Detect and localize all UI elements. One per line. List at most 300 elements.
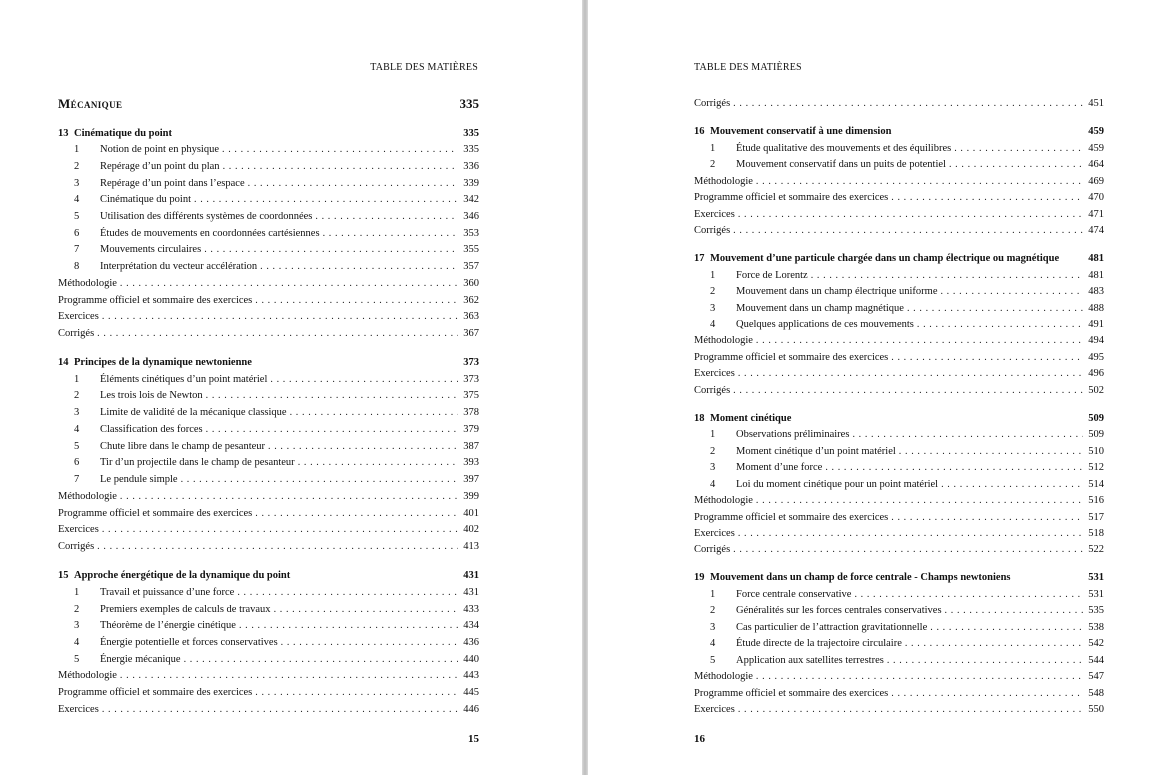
toc-entry-row — [694, 157, 1104, 173]
toc-number: 2 — [710, 286, 716, 297]
toc-page-number: 516 — [1088, 495, 1104, 506]
toc-page-number: 335 — [459, 96, 479, 111]
toc-entry-row — [58, 472, 479, 488]
dot-leader — [194, 192, 458, 208]
toc-number: 5 — [74, 441, 80, 452]
dot-leader — [907, 301, 1083, 317]
toc-entry-row — [694, 301, 1104, 317]
toc-title: Classification des forces — [100, 424, 203, 435]
toc-page-number: 481 — [1088, 253, 1104, 264]
toc-title: Cinématique du point — [74, 128, 173, 139]
toc-entry-row — [58, 192, 479, 208]
dot-leader — [223, 159, 458, 175]
toc-title: Mécanique — [58, 96, 123, 111]
toc-page-number: 514 — [1088, 479, 1104, 490]
dot-leader — [315, 209, 458, 225]
toc-entry-row — [58, 372, 479, 388]
toc-entry-row — [58, 388, 479, 404]
toc-misc-row — [58, 668, 479, 684]
running-head: TABLE DES MATIÈRES — [370, 62, 478, 73]
toc-page-number: 413 — [463, 541, 479, 552]
toc-page-number: 443 — [463, 670, 479, 681]
toc-page-number: 538 — [1088, 622, 1104, 633]
toc-title: Programme officiel et sommaire des exercices — [694, 688, 889, 699]
toc-number: 5 — [74, 654, 80, 665]
toc-number: 1 — [710, 429, 716, 440]
dot-leader — [887, 653, 1083, 669]
toc-misc-row — [694, 542, 1104, 558]
dot-leader — [917, 317, 1083, 333]
dot-leader — [323, 226, 458, 242]
toc-entry-row — [58, 209, 479, 225]
toc-page-number: 379 — [463, 424, 479, 435]
toc-number: 1 — [74, 144, 80, 155]
toc-misc-row — [694, 526, 1104, 542]
dot-leader — [941, 477, 1083, 493]
toc-title: Énergie mécanique — [100, 654, 181, 665]
toc-number: 4 — [74, 637, 80, 648]
toc-title: Application aux satellites terrestres — [736, 655, 884, 666]
toc-title: Cas particulier de l’attraction gravitationnelle — [736, 622, 928, 633]
dot-leader — [206, 388, 458, 404]
toc-title: Force centrale conservative — [736, 589, 852, 600]
toc-page-number: 373 — [463, 374, 479, 385]
toc-title: Repérage d’un point du plan — [100, 161, 220, 172]
toc-title: Étude qualitative des mouvements et des équilibres — [736, 143, 952, 154]
toc-page-number: 542 — [1088, 638, 1104, 649]
toc-number: 3 — [74, 407, 80, 418]
toc-entry-row — [58, 439, 479, 455]
toc-title: Méthodologie — [58, 491, 117, 502]
toc-number: 14 — [58, 357, 69, 368]
toc-page-number: 535 — [1088, 605, 1104, 616]
toc-entry-row — [694, 460, 1104, 476]
left-page — [0, 0, 582, 775]
toc-page-number: 375 — [463, 390, 479, 401]
right-page — [588, 0, 1171, 775]
dot-leader — [102, 309, 458, 325]
toc-title: Approche énergétique de la dynamique du point — [74, 570, 291, 581]
toc-title: Moment cinétique — [710, 413, 792, 424]
toc-title: Exercices — [58, 311, 99, 322]
toc-title: Principes de la dynamique newtonienne — [74, 357, 252, 368]
toc-page-number: 440 — [463, 654, 479, 665]
dot-leader — [756, 493, 1083, 509]
toc-page-number: 387 — [463, 441, 479, 452]
toc-title: Notion de point en physique — [100, 144, 219, 155]
toc-title: Quelques applications de ces mouvements — [736, 319, 914, 330]
toc-entry-row — [694, 636, 1104, 652]
toc-page-number: 512 — [1088, 462, 1104, 473]
toc-number: 3 — [710, 303, 716, 314]
toc-page-number: 342 — [463, 194, 479, 205]
toc-title: Cinématique du point — [100, 194, 191, 205]
toc-title: Corrigés — [58, 541, 95, 552]
dot-leader — [891, 686, 1083, 702]
toc-entry-row — [58, 142, 479, 158]
toc-title: Mouvements circulaires — [100, 244, 202, 255]
dot-leader — [756, 174, 1083, 190]
toc-page-number: 402 — [463, 524, 479, 535]
toc-chapter-row — [694, 251, 1104, 267]
toc-page-number: 393 — [463, 457, 479, 468]
running-head: TABLE DES MATIÈRES — [694, 62, 802, 73]
toc-misc-row — [694, 174, 1104, 190]
toc-number: 3 — [74, 178, 80, 189]
toc-misc-row — [694, 366, 1104, 382]
toc-title: Étude directe de la trajectoire circulaire — [736, 638, 902, 649]
toc-page-number: 431 — [463, 587, 479, 598]
toc-title: Mouvement conservatif dans un puits de potentiel — [736, 159, 946, 170]
toc-page-number: 496 — [1088, 368, 1104, 379]
toc-misc-row — [58, 326, 479, 342]
toc-misc-row — [694, 669, 1104, 685]
dot-leader — [102, 522, 458, 538]
toc-title: Programme officiel et sommaire des exercices — [694, 192, 889, 203]
dot-leader — [930, 620, 1083, 636]
dot-leader — [891, 510, 1083, 526]
toc-page-number: 470 — [1088, 192, 1104, 203]
toc-title: Corrigés — [694, 385, 731, 396]
toc-number: 1 — [710, 270, 716, 281]
toc-title: Exercices — [694, 368, 735, 379]
toc-page-number: 459 — [1088, 126, 1104, 137]
dot-leader — [738, 366, 1083, 382]
toc-entry-row — [694, 653, 1104, 669]
toc-entry-row — [58, 422, 479, 438]
toc-page-number: 335 — [463, 144, 479, 155]
toc-entry-row — [58, 635, 479, 651]
dot-leader — [97, 326, 458, 342]
toc-page-number: 522 — [1088, 544, 1104, 555]
dot-leader — [102, 702, 458, 718]
dot-leader — [281, 635, 458, 651]
toc-misc-row — [694, 207, 1104, 223]
page-number: 15 — [468, 733, 479, 745]
dot-leader — [255, 506, 458, 522]
toc-entry-row — [58, 618, 479, 634]
toc-entry-row — [694, 444, 1104, 460]
dot-leader — [756, 669, 1083, 685]
dot-leader — [270, 372, 458, 388]
toc-page-number: 397 — [463, 474, 479, 485]
toc-title: Mouvement dans un champ magnétique — [736, 303, 904, 314]
dot-leader — [811, 268, 1083, 284]
toc-entry-row — [58, 455, 479, 471]
toc-misc-row — [694, 190, 1104, 206]
toc-misc-row — [58, 309, 479, 325]
toc-misc-row — [694, 702, 1104, 718]
toc-chapter-row — [694, 570, 1104, 586]
toc-number: 17 — [694, 253, 705, 264]
dot-leader — [825, 460, 1083, 476]
toc-entry-row — [58, 652, 479, 668]
toc-title: Utilisation des différents systèmes de coordonnées — [100, 211, 313, 222]
toc-number: 13 — [58, 128, 69, 139]
toc-page-number: 510 — [1088, 446, 1104, 457]
toc-number: 4 — [710, 479, 716, 490]
toc-number: 3 — [710, 462, 716, 473]
toc-title: Méthodologie — [694, 671, 753, 682]
dot-leader — [954, 141, 1083, 157]
dot-leader — [268, 439, 458, 455]
toc-misc-row — [694, 223, 1104, 239]
toc-page-number: 502 — [1088, 385, 1104, 396]
dot-leader — [206, 422, 458, 438]
toc-number: 1 — [74, 587, 80, 598]
dot-leader — [854, 587, 1083, 603]
toc-title: Limite de validité de la mécanique classique — [100, 407, 287, 418]
toc-title: Mouvement dans un champ de force centrale - Champs newtoniens — [710, 572, 1011, 583]
toc-misc-row — [694, 383, 1104, 399]
dot-leader — [949, 157, 1083, 173]
toc-title: Observations préliminaires — [736, 429, 850, 440]
dot-leader — [945, 603, 1083, 619]
dot-leader — [738, 207, 1083, 223]
dot-leader — [222, 142, 458, 158]
toc-entry-row — [694, 284, 1104, 300]
toc-title: Chute libre dans le champ de pesanteur — [100, 441, 266, 452]
toc-page-number: 378 — [463, 407, 479, 418]
toc-number: 3 — [74, 620, 80, 631]
toc-title: Premiers exemples de calculs de travaux — [100, 604, 271, 615]
toc-page-number: 481 — [1088, 270, 1104, 281]
toc-number: 1 — [710, 589, 716, 600]
toc-title: Tir d’un projectile dans le champ de pesanteur — [100, 457, 295, 468]
dot-leader — [738, 702, 1083, 718]
toc-entry-row — [694, 427, 1104, 443]
toc-title: Programme officiel et sommaire des exercices — [694, 352, 889, 363]
dot-leader — [120, 489, 458, 505]
toc-misc-row — [58, 522, 479, 538]
toc-number: 2 — [710, 605, 716, 616]
toc-entry-row — [694, 603, 1104, 619]
toc-misc-row — [58, 685, 479, 701]
dot-leader — [120, 668, 458, 684]
toc-page-number: 446 — [463, 704, 479, 715]
toc-page-number: 357 — [463, 261, 479, 272]
toc-page-number: 346 — [463, 211, 479, 222]
toc-title: Exercices — [694, 209, 735, 220]
toc-number: 19 — [694, 572, 705, 583]
toc-page-number: 339 — [463, 178, 479, 189]
toc-title: Mouvement dans un champ électrique uniforme — [736, 286, 938, 297]
toc-page-number: 509 — [1088, 429, 1104, 440]
toc-page-number: 401 — [463, 508, 479, 519]
toc-page-number: 547 — [1088, 671, 1104, 682]
toc-entry-row — [694, 317, 1104, 333]
toc-title: Interprétation du vecteur accélération — [100, 261, 258, 272]
toc-number: 2 — [74, 604, 80, 615]
toc-title: Généralités sur les forces centrales conservatives — [736, 605, 942, 616]
toc-misc-row — [58, 702, 479, 718]
toc-title: Corrigés — [694, 225, 731, 236]
toc-page-number: 335 — [463, 128, 479, 139]
toc-title: Énergie potentielle et forces conservatives — [100, 637, 278, 648]
toc-page-number: 363 — [463, 311, 479, 322]
toc-page-number: 399 — [463, 491, 479, 502]
toc-page-number: 373 — [463, 357, 479, 368]
toc-entry-row — [58, 176, 479, 192]
toc-misc-row — [58, 539, 479, 555]
dot-leader — [905, 636, 1083, 652]
toc-number: 15 — [58, 570, 69, 581]
toc-page-number: 353 — [463, 228, 479, 239]
dot-leader — [733, 96, 1083, 112]
toc-chapter-row — [58, 126, 479, 142]
toc-title: Méthodologie — [694, 176, 753, 187]
toc-page-number: 495 — [1088, 352, 1104, 363]
toc-chapter-row — [694, 124, 1104, 140]
toc-title: Exercices — [694, 704, 735, 715]
toc-number: 4 — [710, 319, 716, 330]
toc-title: Programme officiel et sommaire des exercices — [58, 295, 253, 306]
dot-leader — [733, 383, 1083, 399]
toc-page-number: 488 — [1088, 303, 1104, 314]
toc-title: Travail et puissance d’une force — [100, 587, 235, 598]
toc-page-number: 548 — [1088, 688, 1104, 699]
toc-misc-row — [694, 510, 1104, 526]
dot-leader — [120, 276, 458, 292]
toc-title: Méthodologie — [694, 335, 753, 346]
dot-leader — [204, 242, 458, 258]
page-number: 16 — [694, 733, 705, 745]
toc-title: Exercices — [58, 704, 99, 715]
toc-misc-row — [694, 493, 1104, 509]
toc-misc-row — [58, 276, 479, 292]
toc-entry-row — [694, 268, 1104, 284]
dot-leader — [260, 259, 458, 275]
toc-page-number: 459 — [1088, 143, 1104, 154]
dot-leader — [733, 223, 1083, 239]
toc-page-number: 494 — [1088, 335, 1104, 346]
dot-leader — [274, 602, 458, 618]
toc-page-number: 544 — [1088, 655, 1104, 666]
dot-leader — [738, 526, 1083, 542]
toc-entry-row — [58, 242, 479, 258]
toc-number: 5 — [710, 655, 716, 666]
toc-page-number: 436 — [463, 637, 479, 648]
dot-leader — [899, 444, 1083, 460]
toc-title: Programme officiel et sommaire des exercices — [58, 508, 253, 519]
dot-leader — [940, 284, 1083, 300]
toc-number: 2 — [74, 390, 80, 401]
toc-page-number: 360 — [463, 278, 479, 289]
toc-chapter-row — [58, 568, 479, 584]
toc-page-number: 531 — [1088, 589, 1104, 600]
toc-page-number: 433 — [463, 604, 479, 615]
toc-title: Repérage d’un point dans l’espace — [100, 178, 245, 189]
toc-number: 4 — [710, 638, 716, 649]
toc-title: Mouvement conservatif à une dimension — [710, 126, 892, 137]
toc-page-number: 517 — [1088, 512, 1104, 523]
toc-page-number: 434 — [463, 620, 479, 631]
toc-title: Exercices — [58, 524, 99, 535]
toc-number: 7 — [74, 474, 80, 485]
toc-number: 16 — [694, 126, 705, 137]
toc-title: Mouvement d’une particule chargée dans un champ électrique ou magnétique — [710, 253, 1060, 264]
toc-misc-row — [694, 350, 1104, 366]
toc-title: Théorème de l’énergie cinétique — [100, 620, 236, 631]
toc-number: 1 — [74, 374, 80, 385]
toc-misc-row — [58, 506, 479, 522]
toc-title: Le pendule simple — [100, 474, 178, 485]
toc-number: 4 — [74, 424, 80, 435]
dot-leader — [237, 585, 458, 601]
dot-leader — [184, 652, 458, 668]
toc-title: Méthodologie — [58, 670, 117, 681]
toc-part-row — [58, 93, 479, 115]
toc-entry-row — [58, 159, 479, 175]
toc-page-number: 518 — [1088, 528, 1104, 539]
toc-number: 8 — [74, 261, 80, 272]
toc-title: Corrigés — [694, 98, 731, 109]
toc-page-number: 491 — [1088, 319, 1104, 330]
toc-entry-row — [694, 141, 1104, 157]
toc-entry-row — [694, 620, 1104, 636]
toc-misc-row — [694, 96, 1104, 112]
toc-entry-row — [694, 587, 1104, 603]
toc-number: 3 — [710, 622, 716, 633]
toc-page-number: 362 — [463, 295, 479, 306]
toc-page-number: 451 — [1088, 98, 1104, 109]
toc-title: Programme officiel et sommaire des exercices — [694, 512, 889, 523]
toc-page-number: 336 — [463, 161, 479, 172]
dot-leader — [181, 472, 458, 488]
toc-page-number: 355 — [463, 244, 479, 255]
toc-misc-row — [694, 686, 1104, 702]
toc-page-number: 367 — [463, 328, 479, 339]
toc-title: Corrigés — [58, 328, 95, 339]
toc-entry-row — [694, 477, 1104, 493]
toc-misc-row — [694, 333, 1104, 349]
toc-number: 18 — [694, 413, 705, 424]
toc-title: Méthodologie — [58, 278, 117, 289]
toc-entry-row — [58, 259, 479, 275]
toc-title: Programme officiel et sommaire des exercices — [58, 687, 253, 698]
toc-page-number: 471 — [1088, 209, 1104, 220]
toc-chapter-row — [58, 355, 479, 371]
toc-page-number: 445 — [463, 687, 479, 698]
toc-number: 2 — [74, 161, 80, 172]
dot-leader — [756, 333, 1083, 349]
toc-number: 1 — [710, 143, 716, 154]
dot-leader — [298, 455, 458, 471]
dot-leader — [733, 542, 1083, 558]
dot-leader — [290, 405, 458, 421]
toc-title: Corrigés — [694, 544, 731, 555]
toc-entry-row — [58, 585, 479, 601]
toc-number: 2 — [710, 446, 716, 457]
dot-leader — [248, 176, 458, 192]
toc-chapter-row — [694, 411, 1104, 427]
dot-leader — [891, 350, 1083, 366]
toc-page-number: 431 — [463, 570, 479, 581]
toc-page-number: 474 — [1088, 225, 1104, 236]
toc-page-number: 469 — [1088, 176, 1104, 187]
toc-number: 2 — [710, 159, 716, 170]
toc-title: Études de mouvements en coordonnées cartésiennes — [100, 228, 320, 239]
toc-page-number: 509 — [1088, 413, 1104, 424]
dot-leader — [97, 539, 458, 555]
toc-page-number: 531 — [1088, 572, 1104, 583]
toc-misc-row — [58, 293, 479, 309]
toc-page-number: 483 — [1088, 286, 1104, 297]
toc-title: Loi du moment cinétique pour un point matériel — [736, 479, 939, 490]
toc-title: Éléments cinétiques d’un point matériel — [100, 374, 268, 385]
toc-number: 4 — [74, 194, 80, 205]
toc-number: 7 — [74, 244, 80, 255]
